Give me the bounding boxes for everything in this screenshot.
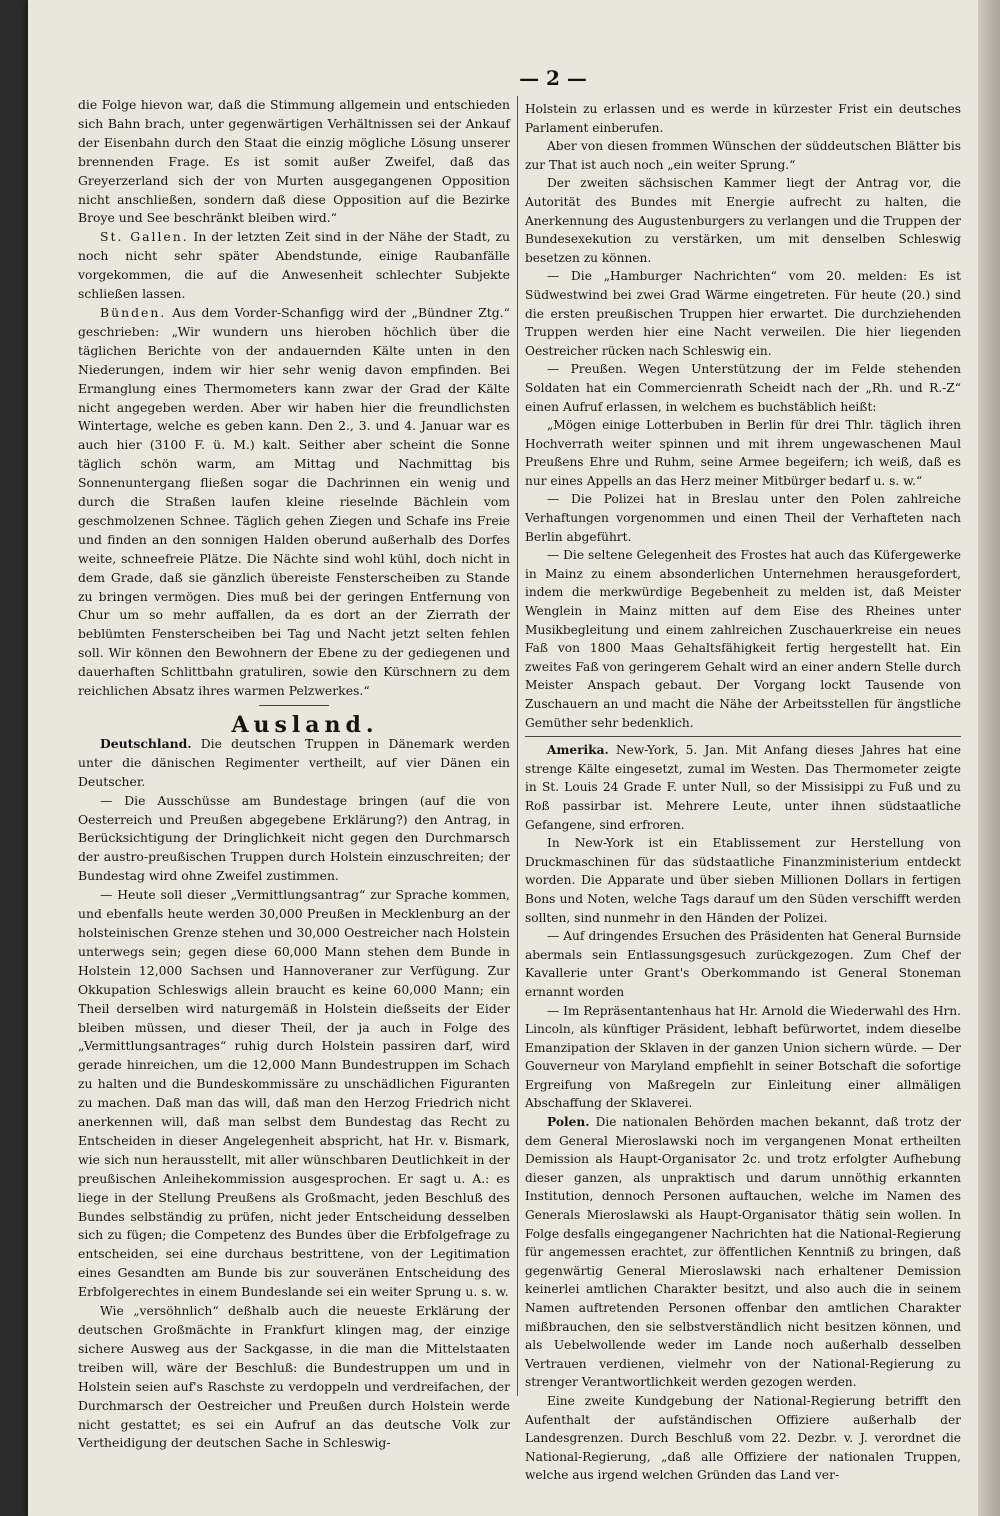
article-heading: St. Gallen. bbox=[100, 229, 189, 245]
article-body: Die deutschen Truppen in Dänemark werden unter die dänischen Regimenter vertheilt, auf vier Dänen ein Deutscher. bbox=[78, 735, 510, 789]
article-body: New-York, 5. Jan. Mit Anfang dieses Jahres hat eine strenge Kälte eingesetzt, zumal im Westen. Das Thermometer zeigte in St. Louis 24 Grade F. unter Null, so der Missisippi zu Fuß und zu Roß passirbar ist. Mehrere Leute, unter ihnen südstaatliche Gefangene, sind erfroren. bbox=[525, 743, 961, 832]
separator-rule bbox=[525, 736, 961, 737]
article-paragraph bbox=[525, 1113, 961, 1392]
page-edge bbox=[978, 0, 1000, 1516]
article-quote: „Mögen einige Lotterbuben in Berlin für drei Thlr. täglich ihren Hochverrath weiter spinnen und mit ihrem ungewaschenen Maul Preußens Ehre und Ruhm, seine Armee begeifern; ich weiß, daß es nur eines Appells an das Herz meiner Mitbürger bedarf u. s. w.“ bbox=[525, 418, 961, 488]
article-paragraph: Wie „versöhnlich“ deßhalb auch die neueste Erklärung der deutschen Großmächte in Frankfurt klingen mag, der einzige sichere Ausweg aus der Sackgasse, in die man die Mittelstaaten treiben will, wäre der Beschluß: die Bundestruppen um und in Holstein seien auf's Raschste zu verdoppeln und verdreifachen, der Durchmarsch der Oestreicher und Preußen durch Holstein werde nicht gestattet; es sei ein Aufruf an das deutsche Volk zur Vertheidigung der deutschen Sache in Schleswig- bbox=[78, 1303, 510, 1451]
page-number: — 2 — bbox=[519, 66, 587, 90]
article-paragraph: In New-York ist ein Etablissement zur Herstellung von Druckmaschinen für das südstaatliche Finanzministerium entdeckt worden. Die Apparate und über sieben Millionen Dollars in fertigen Bons und Noten, welche Tags darauf um den Süden verschifft werden sollten, sind nunmehr in den Händen der Polizei. bbox=[525, 836, 961, 925]
right-column bbox=[525, 100, 961, 1485]
article-paragraph bbox=[78, 304, 510, 701]
article-body: In der letzten Zeit sind in der Nähe der Stadt, zu noch nicht sehr später Abendstunde, einige Raubanfälle vorgekommen, die auf die Anwesenheit schlechter Subjekte schließen lassen. bbox=[78, 229, 510, 302]
article-paragraph: die Folge hievon war, daß die Stimmung allgemein und entschieden sich Bahn brach, unter gegenwärtigen Verhältnissen sei der Ankauf der Eisenbahn durch den Staat die einzig mögliche Lösung unserer brennenden Frage. Es ist somit außer Zweifel, daß das Greyerzerland sich der von Murten ausgegangenen Opposition nicht anschließen, sondern daß diese Opposition auf die Bezirke Broye und See beschränkt bleiben wird.“ bbox=[78, 97, 510, 226]
article-paragraph: — Auf dringendes Ersuchen des Präsidenten hat General Burnside abermals sein Entlassungsgesuch zurückgezogen. Zum Chef der Kavallerie unter Grant's Oberkommando ist General Stoneman ernannt worden bbox=[525, 929, 961, 999]
article-body: Die nationalen Behörden machen bekannt, daß trotz der dem General Mieroslawski noch im vergangenen Monat ertheilten Demission als Haupt-Organisator 2c. und trotz erfolgter Aufhebung dieser ganzen, als unpraktisch und darum unnöthig erkannten Institution, dennoch Personen auftauchen, welche im Namen des Generals Mieroslawski als Haupt-Organisator thätig sein wollen. In Folge desfalls eingegangener Nachrichten hat die National-Regierung für angemessen erachtet, zur öffentlichen Kenntniß zu bringen, daß gegenwärtig General Mieroslawski nach erhaltener Demission keinerlei amtlichen Charakter besitzt, und also auch die in seinem Namen auftretenden Personen offenbar den amtlichen Charakter mißbrauchen, den sie selbstverständlich nicht besitzen können, und als Uebelwollende weder im Lande noch außerhalb desselben Vertrauen verdienen, vielmehr von der National-Regierung zu strenger Verantwortlichkeit werden gezogen werden. bbox=[525, 1115, 961, 1390]
article-paragraph: — Die Polizei hat in Breslau unter den Polen zahlreiche Verhaftungen vorgenommen und einen Theil der Verhafteten nach Berlin abgeführt. bbox=[525, 492, 961, 544]
article-paragraph: Eine zweite Kundgebung der National-Regierung betrifft den Aufenthalt der aufständischen Offiziere außerhalb der Landesgrenzen. Durch Beschluß vom 22. Dezbr. v. J. verordnet die National-Regierung, „daß alle Offiziere der nationalen Truppen, welche aus irgend welchen Gründen das Land ver- bbox=[525, 1393, 961, 1483]
article-body: Aus dem Vorder-Schanfigg wird der „Bündner Ztg.“ geschrieben: „Wir wundern uns hieroben höchlich über die täglichen Berichte von der andauernden Kälte unten in den Niederungen, indem wir hier sehr wenig davon empfinden. Bei Ermanglung eines Thermometers kann zwar der Grad der Kälte nicht angegeben werden. Aber wir haben hier die freundlichsten Wintertage, welche es geben kann. Den 2., 3. und 4. Januar war es auch hier (3100 F. ü. M.) kalt. Seither aber scheint die Sonne täglich schön warm, am Mittag und Nachmittag bis Sonnenuntergang fließen sogar die Dachrinnen ein wenig und durch die Straßen laufen kleine rieselnde Bächlein vom geschmolzenen Schnee. Täglich gehen Ziegen und Schafe ins Freie und finden an den sonnigen Halden oberund außerhalb des Dorfes weite, schneefreie Plätze. Die Nächte sind wohl kühl, doch nicht in dem Grade, daß sie gänzlich übereiste Fensterscheiben zu Stande zu bringen vermögen. Dies muß bei der geringen Entfernung von Chur um so mehr auffallen, da es dort an der Zierrath der beblümten Fensterscheiben bei Tag und Nacht jetzt selten fehlen soll. Wir können den Bewohnern der Ebene zu der gediegenen und dauerhaften Schlittbahn gratuliren, sowie den Kürschnern zu dem reichlichen Absatz ihres warmen Pelzwerkes.“ bbox=[78, 304, 510, 699]
separator-rule bbox=[259, 705, 329, 706]
article-paragraph: Der zweiten sächsischen Kammer liegt der Antrag vor, die Autorität des Bundes mit Energie aufrecht zu halten, die Anerkennung des Augustenburgers zu verlangen und die Truppen der Bundesexekution zu verstärken, um mit denselben Schleswig besetzen zu können. bbox=[525, 176, 961, 265]
article-heading: Deutschland. bbox=[100, 735, 192, 751]
article-paragraph: Holstein zu erlassen und es werde in kürzester Frist ein deutsches Parlament einberufen. bbox=[525, 102, 961, 135]
article-heading: Amerika. bbox=[547, 743, 609, 758]
article-heading: Bünden. bbox=[100, 304, 167, 320]
article-paragraph: — Preußen. Wegen Unterstützung der im Felde stehenden Soldaten hat ein Commercienrath Scheidt nach der „Rh. und R.-Z“ einen Aufruf erlassen, in welchem es buchstäblich heißt: bbox=[525, 362, 961, 414]
article-paragraph: — Die Ausschüsse am Bundestage bringen (auf die von Oesterreich und Preußen abgegebene Erklärung?) den Antrag, in Berücksichtigung der Dringlichkeit nicht gegen den Durchmarsch der austro-preußischen Truppen durch Holstein einzuschreiten; der Bundestag wird ohne Zweifel zustimmen. bbox=[78, 792, 510, 884]
article-paragraph bbox=[78, 228, 510, 304]
article-paragraph: — Im Repräsentantenhaus hat Hr. Arnold die Wiederwahl des Hrn. Lincoln, als künftiger Präsident, lebhaft befürwortet, indem dieselbe Emanzipation der Sklaven in der ganzen Union sichern würde. — Der Gouverneur von Maryland empfiehlt in seiner Botschaft die sofortige Ergreifung von Maßregeln zur Einleitung einer allmäligen Abschaffung der Sklaverei. bbox=[525, 1003, 961, 1111]
article-paragraph: — Die seltene Gelegenheit des Frostes hat auch das Küfergewerke in Mainz zu einem absonderlichen Unternehmen herausgefordert, indem die merkwürdige Begebenheit zu melden ist, daß Meister Wenglein in Mainz mitten auf dem Eise des Rheines unter Musikbegleitung und einem zahlreichen Zuschauerkreise ein neues Faß von 1800 Maas Gehaltsfähigkeit fertig hergestellt hat. Ein zweites Faß von geringerem Gehalt wird an einer andern Stelle durch Meister Anspach gebaut. Der Vorgang lockt Tausende von Zuschauern an und macht die Nähe der Arbeitsstellen für ängstliche Gemüther sehr bedenklich. bbox=[525, 548, 961, 730]
section-title: Ausland. bbox=[231, 712, 379, 738]
article-paragraph: — Die „Hamburger Nachrichten“ vom 20. melden: Es ist Südwestwind bei zwei Grad Wärme eingetreten. Für heute (20.) sind die ersten preußischen Truppen hier erwartet. Die durchziehenden Truppen werden hier eine Nacht verweilen. Die hier liegenden Oestreicher rücken nach Schleswig ein. bbox=[525, 269, 961, 358]
left-column bbox=[78, 96, 510, 1453]
article-paragraph: — Heute soll dieser „Vermittlungsantrag“ zur Sprache kommen, und ebenfalls heute werden 30,000 Preußen in Mecklenburg an der holsteinischen Grenze stehen und 30,000 Oestreicher nach Holstein unterwegs sein; gegen diese 60,000 Mann stehen dem Bunde in Holstein 12,000 Sachsen und Hannoveraner zur Verfügung. Zur Okkupation Schleswigs allein braucht es keine 60,000 Mann; ein Theil derselben wird naturgemäß in Holstein dießseits der Eider bleiben müssen, und dieser Theil, der ja auch in Folge des „Vermittlungsantrages“ ruhig durch Holstein passiren darf, wird gerade hinreichen, um die 12,000 Mann Bundestruppen im Schach zu halten und die Bundeskommissäre zu unschädlichen Figuranten zu machen. Daß man das will, daß man den Herzog Friedrich nicht anerkennen will, daß man selbst dem Bundestag das Recht zu Entscheiden in dieser Angelegenheit abspricht, hat Hr. v. Bismark, wie sich nun herausstellt, mit aller wünschbaren Deutlichkeit in der preußischen Anleihekommission ausgesprochen. Er sagt u. A.: es liege in der Stellung Preußens als Großmacht, jeden Beschluß des Bundes selbständig zu prüfen, nicht jeder Entscheidung desselben sich zu fügen; die Competenz des Bundes über die Erbfolgefrage zu entscheiden, sei eine durchaus bestrittene, von der Legitimation eines Gesandten am Bunde bis zur souveränen Entscheidung des Erbfolgerechtes in einem Bundeslande sei ein weiter Sprung u. s. w. bbox=[78, 887, 510, 1300]
article-paragraph bbox=[525, 741, 961, 834]
article-heading: Polen. bbox=[547, 1115, 590, 1130]
article-paragraph: Aber von diesen frommen Wünschen der süddeutschen Blätter bis zur That ist auch noch „ein weiter Sprung.“ bbox=[525, 139, 961, 172]
column-divider bbox=[517, 96, 518, 1396]
article-paragraph bbox=[78, 735, 510, 792]
